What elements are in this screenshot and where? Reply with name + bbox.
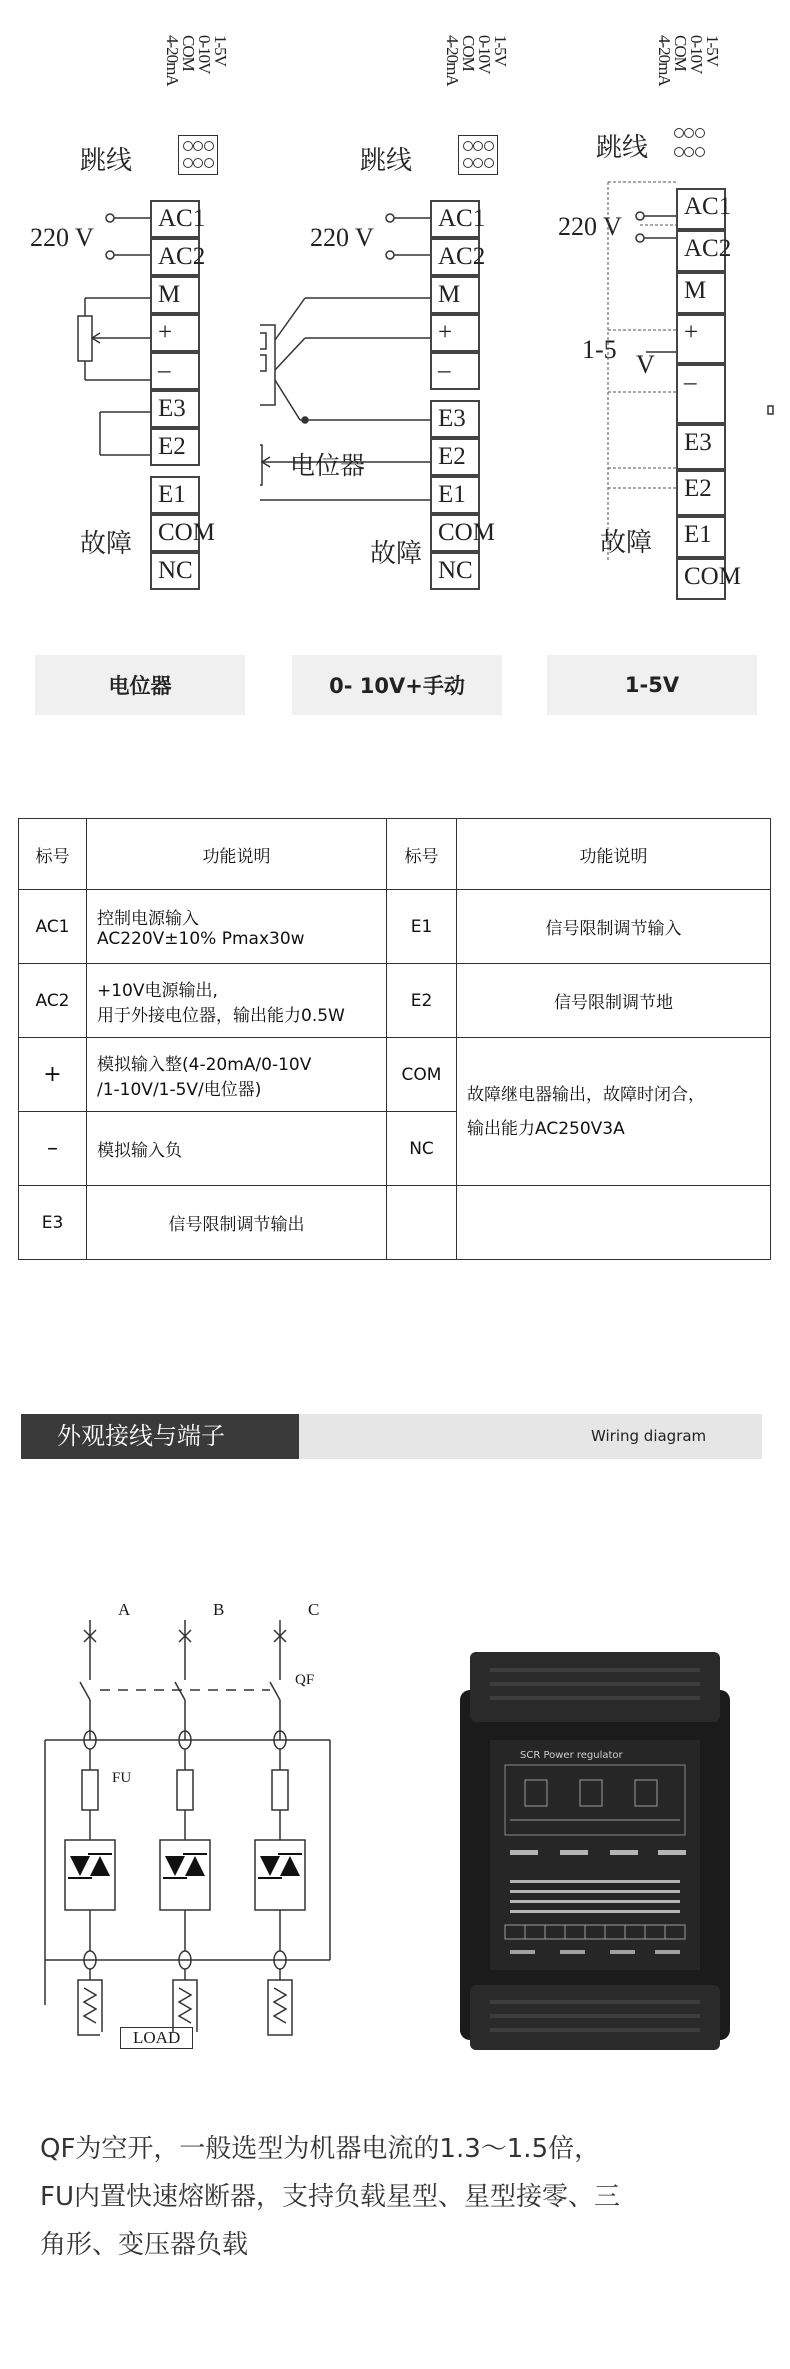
row-desc-right <box>457 1038 771 1186</box>
terminal-e3: E3 <box>150 390 200 428</box>
row-desc-line: /1-10V/1-5V/电位器) <box>97 1079 262 1100</box>
terminal-minus: – <box>150 352 200 390</box>
voltage-label: 220 V <box>558 212 622 241</box>
row-desc-line: AC220V±10% Pmax30w <box>97 929 305 949</box>
breaker-label: QF <box>295 1672 315 1688</box>
terminal-m: M <box>430 276 480 314</box>
terminal-ac2: AC2 <box>430 238 480 276</box>
row-code-right: COM <box>387 1038 457 1112</box>
fault-label: 故障 <box>600 528 653 558</box>
terminal-spec-table <box>18 818 771 1260</box>
row-desc: 信号限制调节输出 <box>87 1186 387 1260</box>
voltage-label: 220 V <box>310 223 374 252</box>
jumper-label: 跳线 <box>596 133 649 163</box>
mode-button-potentiometer[interactable]: 电位器 <box>35 655 245 715</box>
terminal-ac1: AC1 <box>150 200 200 238</box>
row-desc-line: +10V电源输出, <box>97 980 218 1001</box>
relay-desc-line-2: 输出能力AC250V3A <box>467 1118 625 1139</box>
row-code: + <box>19 1038 87 1112</box>
mode-button-0-10v-manual[interactable]: 0- 10V+手动 <box>292 655 502 715</box>
mode-button-1-5v[interactable]: 1-5V <box>547 655 757 715</box>
wiring-diagram-potentiometer <box>0 0 260 610</box>
terminal-plus: + <box>150 314 200 352</box>
section-banner <box>21 1414 762 1459</box>
input-mode-4-20ma: 4-20mA <box>163 35 182 86</box>
terminal-plus: + <box>676 314 726 364</box>
row-desc-right: 信号限制调节输入 <box>457 890 771 964</box>
row-desc-line: 用于外接电位器，输出能力0.5W <box>97 1005 345 1026</box>
terminal-minus: – <box>430 352 480 390</box>
row-desc-right: 信号限制调节地 <box>457 964 771 1038</box>
terminal-e1: E1 <box>430 476 480 514</box>
row-code-right: E2 <box>387 964 457 1038</box>
table-row <box>19 1186 771 1260</box>
terminal-e1: E1 <box>676 516 726 558</box>
header-code-right: 标号 <box>387 819 457 890</box>
row-code: – <box>19 1112 87 1186</box>
table-row <box>19 890 771 964</box>
product-title: SCR Power regulator <box>520 1750 623 1761</box>
row-desc-right <box>457 1186 771 1260</box>
wiring-lines <box>530 0 790 610</box>
phase-label-a: A <box>118 1600 131 1619</box>
terminal-com: COM <box>676 558 726 600</box>
terminal-plus: + <box>430 314 480 352</box>
relay-desc-line-1: 故障继电器输出，故障时闭合， <box>467 1084 705 1105</box>
row-desc <box>87 1038 387 1112</box>
input-mode-0-10v: 0-10V <box>475 35 494 74</box>
three-phase-circuit <box>40 1600 370 2040</box>
wiring-diagram-0-10v-manual <box>260 0 530 610</box>
row-desc-line: 模拟输入整(4-20mA/0-10V <box>97 1054 312 1075</box>
description-line: FU内置快速熔断器，支持负载星型、星型接零、三 <box>40 2182 620 2212</box>
terminal-nc: NC <box>430 552 480 590</box>
row-code: AC1 <box>19 890 87 964</box>
row-desc <box>87 890 387 964</box>
terminal-ac1: AC1 <box>676 188 726 230</box>
row-code-right <box>387 1186 457 1260</box>
table-row <box>19 964 771 1038</box>
description-line: 角形、变压器负载 <box>40 2230 249 2260</box>
terminal-m: M <box>676 272 726 314</box>
row-desc <box>87 964 387 1038</box>
fault-label: 故障 <box>370 539 423 569</box>
input-mode-0-10v: 0-10V <box>195 35 214 74</box>
description <box>40 2125 760 2269</box>
input-mode-com: COM <box>179 35 198 71</box>
terminal-e2: E2 <box>430 438 480 476</box>
terminal-nc: NC <box>150 552 200 590</box>
terminal-ac2: AC2 <box>676 230 726 272</box>
input-mode-com: COM <box>459 35 478 71</box>
row-code-right: E1 <box>387 890 457 964</box>
terminal-e3: E3 <box>676 424 726 470</box>
terminal-com: COM <box>150 514 200 552</box>
row-code-right: NC <box>387 1112 457 1186</box>
wiring-diagram-1-5v <box>530 0 790 610</box>
input-mode-4-20ma: 4-20mA <box>443 35 462 86</box>
terminal-ac2: AC2 <box>150 238 200 276</box>
terminal-e2: E2 <box>150 428 200 466</box>
section-subtitle: Wiring diagram <box>591 1427 707 1445</box>
fault-label: 故障 <box>80 529 133 559</box>
input-mode-0-10v: 0-10V <box>687 35 706 74</box>
terminal-e2: E2 <box>676 470 726 516</box>
terminal-m: M <box>150 276 200 314</box>
input-mode-1-5v: 1-5V <box>703 35 722 66</box>
terminal-minus: – <box>676 364 726 424</box>
terminal-e3: E3 <box>430 400 480 438</box>
row-desc: 模拟输入负 <box>87 1112 387 1186</box>
header-desc: 功能说明 <box>87 819 387 890</box>
jumper-label: 跳线 <box>80 146 133 176</box>
row-desc-line: 控制电源输入 <box>97 909 199 929</box>
section-title: 外观接线与端子 <box>21 1414 299 1459</box>
wiring-lines <box>0 0 260 610</box>
input-mode-4-20ma: 4-20mA <box>655 35 674 86</box>
phase-label-c: C <box>308 1600 320 1619</box>
header-code: 标号 <box>19 819 87 890</box>
description-line: QF为空开，一般选型为机器电流的1.3～1.5倍， <box>40 2134 601 2164</box>
voltage-label: 220 V <box>30 223 94 252</box>
input-mode-1-5v: 1-5V <box>491 35 510 66</box>
header-desc-right: 功能说明 <box>457 819 771 890</box>
terminal-com: COM <box>430 514 480 552</box>
input-unit: V <box>636 350 655 379</box>
potentiometer-label: 电位器 <box>290 451 366 480</box>
phase-label-b: B <box>213 1600 225 1619</box>
jumper-label: 跳线 <box>360 146 413 176</box>
table-header-row <box>19 819 771 890</box>
row-code: AC2 <box>19 964 87 1038</box>
load-label: LOAD <box>120 2027 193 2049</box>
input-label: 1-5 <box>582 335 617 364</box>
fuse-label: FU <box>112 1770 132 1786</box>
input-mode-1-5v: 1-5V <box>211 35 230 66</box>
input-mode-com: COM <box>671 35 690 71</box>
scr-regulator-image <box>450 1640 740 2060</box>
table-row <box>19 1038 771 1112</box>
terminal-ac1: AC1 <box>430 200 480 238</box>
row-code: E3 <box>19 1186 87 1260</box>
terminal-e1: E1 <box>150 476 200 514</box>
